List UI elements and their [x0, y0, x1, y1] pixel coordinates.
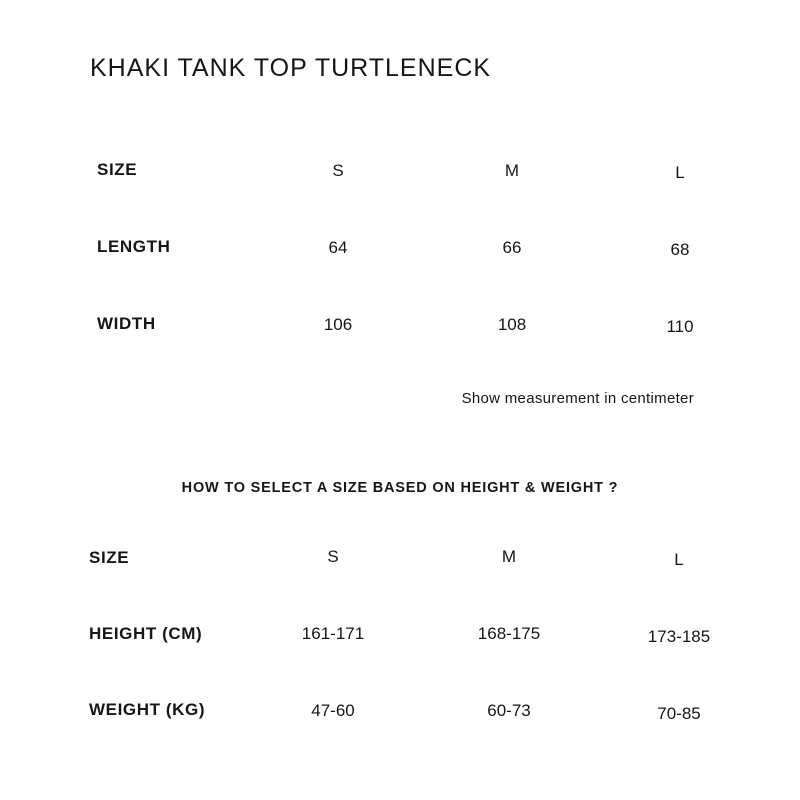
length-label: LENGTH [97, 237, 171, 256]
length-m: 66 [502, 238, 522, 257]
size-guide-title: HOW TO SELECT A SIZE BASED ON HEIGHT & WEIGHT ? [181, 480, 619, 496]
product-title: KHAKI TANK TOP TURTLENECK [90, 54, 492, 82]
length-l: 68 [670, 240, 690, 259]
size-col-m: M [504, 161, 520, 180]
weight-l: 70-85 [657, 704, 701, 723]
size-col-s: S [332, 161, 344, 180]
height-m: 168-175 [477, 624, 541, 643]
guide-size-header-label: SIZE [89, 548, 130, 567]
width-l: 110 [666, 317, 694, 336]
width-label: WIDTH [97, 314, 156, 333]
measurement-note: Show measurement in centimeter [461, 390, 694, 407]
size-col-l: L [675, 163, 685, 182]
width-s: 106 [323, 315, 353, 334]
height-l: 173-185 [647, 627, 711, 646]
size-header-label: SIZE [97, 160, 138, 179]
guide-size-col-s: S [327, 547, 339, 566]
height-label: HEIGHT (CM) [89, 624, 203, 643]
weight-s: 47-60 [311, 701, 355, 720]
length-s: 64 [328, 238, 348, 257]
height-s: 161-171 [301, 624, 365, 643]
weight-label: WEIGHT (KG) [89, 700, 206, 719]
guide-size-col-l: L [674, 550, 684, 569]
weight-m: 60-73 [487, 701, 531, 720]
guide-size-col-m: M [501, 547, 517, 566]
width-m: 108 [497, 315, 527, 334]
